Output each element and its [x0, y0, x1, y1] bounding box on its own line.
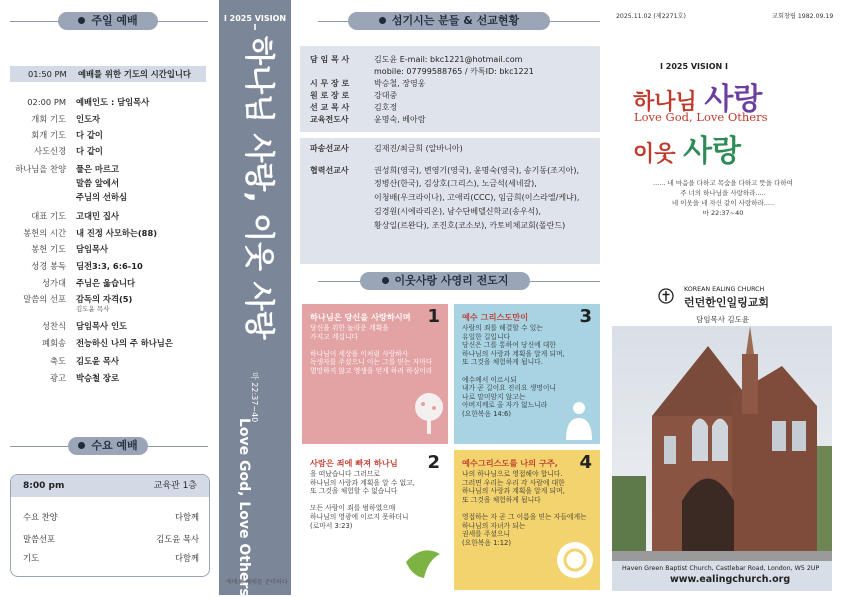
cover-line2	[633, 126, 741, 170]
tract-heading: 하나님은 당신을 사랑하시며	[310, 312, 411, 322]
tract-line: 하나님의 자녀가 되는	[462, 521, 526, 530]
tract-line: 사람의 죄를 해결할 수 있는	[462, 324, 543, 332]
founded-date: 교회창립 1982.09.19	[772, 13, 834, 20]
tract-line: 당신을 위한 놀라운 계획을	[310, 324, 389, 332]
mission-name: 김경원(시에라리온), 남수단베델신학교(송우석),	[374, 207, 541, 216]
service-value-text: 다 같이	[76, 146, 103, 156]
tract-line: 모든 사람이 죄를 범하였으매	[310, 504, 396, 513]
tract-number: 2	[427, 452, 440, 473]
service-value	[76, 244, 108, 254]
wed-title-text: 수요 예배	[91, 439, 138, 452]
service-value-text: 주님은 옳습니다	[76, 278, 135, 288]
missions-panel	[300, 138, 600, 264]
church-name-korean: 런던한인일링교회	[684, 296, 770, 309]
divider	[530, 281, 600, 282]
tract-heading: 예수그리스도를 나의 구주,	[462, 458, 558, 468]
staff-name: mobile: 07799588765 / 카톡ID: bkc1221	[374, 67, 534, 76]
cover-line1-b: 사랑	[704, 82, 763, 117]
tract-line: 또 그것을 체험할 수 없습니다	[310, 487, 398, 496]
cover-vision: I 2025 VISION I	[660, 62, 728, 71]
divider	[10, 21, 58, 22]
service-value	[76, 164, 119, 174]
tract-line: 또 그것을 체험하게 됩니다	[462, 495, 541, 504]
staff-name: 김도윤 E-mail: bkc1221@hotmail.com	[374, 55, 523, 64]
banner-footer: 예배로 예배를 준비하다	[226, 579, 288, 586]
staff-name: 박승철, 장영웅	[374, 79, 426, 88]
service-value	[76, 130, 103, 140]
tract-line: 당신은 그를 통하여 당신에 대한	[462, 341, 556, 350]
sunday-title-text: 주일 예배	[91, 14, 138, 27]
wednesday-service-box	[10, 474, 210, 577]
tract-line: 멸망하지 않고 영생을 얻게 하려 하심이라	[310, 367, 433, 375]
quote-line: 주 너의 하나님을 사랑하라.....	[680, 189, 766, 197]
service-label: 축도	[49, 356, 66, 366]
vertical-title-korean: 하나님 사랑, 이웃 사랑	[241, 36, 276, 340]
tract-line: 또 그것을 체험하게 됩니다.	[462, 358, 543, 367]
service-label: 하나님을 찬양	[15, 164, 66, 174]
service-value	[76, 114, 100, 124]
church-address: Haven Green Baptist Church, Castlebar Road, London, W5 2UP	[622, 565, 820, 572]
mission-name: 정병산(한국), 김상호(그리스), 노금석(세네갈),	[374, 179, 537, 188]
service-label: 회개 기도	[31, 130, 66, 140]
service-label: 폐회송	[41, 338, 66, 348]
tract-line: 나의 하나님으로 영접해야 합니다.	[462, 470, 563, 478]
service-value-text: 담임목사 인도	[76, 321, 127, 331]
divider	[318, 281, 360, 282]
prayer-text: 예배를 위한 기도의 시간입니다	[78, 69, 191, 79]
quote-line: ...... 네 마음을 다하고 목숨을 다하고 뜻을 다하여	[653, 179, 793, 187]
tract-line: 권세를 주셨으니	[462, 530, 511, 539]
evangelism-title	[360, 272, 530, 290]
tract-line: 나로 말미암지 않고는	[462, 392, 526, 401]
staff-role: 담 임 목 사	[310, 55, 350, 64]
service-value-text: 전능하신 나의 주 하나님은	[76, 338, 173, 348]
service-value-text: 주님의 선하심	[76, 192, 127, 202]
cover-pastor: 담임목사 김도윤	[696, 315, 750, 324]
staff-name: 강대중	[374, 91, 398, 100]
staff-role: 시 무 장 로	[310, 79, 350, 88]
service-value	[76, 294, 132, 314]
church-name-english: KOREAN EALING CHURCH	[684, 286, 765, 293]
bullet-icon	[379, 17, 386, 24]
tract-line: 하나님이 세상을 이처럼 사랑하사	[310, 349, 409, 358]
tract-line: 유일한 길입니다	[462, 332, 511, 341]
staff-role: 선 교 목 사	[310, 103, 350, 112]
wed-row-value: 다함께	[174, 553, 199, 563]
mission-name: 김재진/최금희 (알바니아)	[374, 144, 463, 153]
staff-role: 원 로 장 로	[310, 91, 350, 100]
tract-line: 하나님의 사랑과 계획을 알 수 없고,	[310, 478, 415, 487]
tract-line: 독생자를 주셨으니 이는 그를 믿는 자마다	[310, 358, 433, 367]
service-value	[76, 192, 127, 202]
wed-row-label: 말씀선포	[23, 534, 56, 544]
service-value	[76, 321, 127, 331]
staff-name: 김호정	[374, 103, 398, 112]
tract-number: 1	[427, 306, 440, 327]
service-label: 대표 기도	[31, 211, 66, 221]
wed-time: 8:00 pm	[23, 481, 65, 491]
staff-name: 윤명숙, 베아람	[374, 115, 426, 124]
tract-line: (요한복음 14:6)	[462, 410, 511, 418]
staff-role: 교육전도사	[310, 115, 349, 124]
service-value	[76, 228, 157, 238]
sunday-service-title	[58, 12, 158, 30]
mission-name: 이청배(우크라이나), 고애리(CCC), 임금희(이스라엘/케냐),	[374, 193, 580, 202]
divider	[550, 21, 600, 22]
wednesday-header	[11, 475, 209, 497]
prayer-bar	[10, 66, 206, 82]
tract-line: 영접하는 자 곧 그 이름을 믿는 자들에게는	[462, 513, 587, 521]
service-value	[76, 146, 103, 156]
service-value-text: 김도윤 목사	[76, 356, 119, 366]
tract-number: 3	[579, 306, 592, 327]
bullet-icon	[78, 17, 85, 24]
service-value-text: 인도자	[76, 114, 101, 124]
tract-line: (요한복음 1:12)	[462, 538, 511, 547]
bullet-icon	[382, 277, 389, 284]
church-building-photo	[612, 326, 832, 561]
divider	[10, 446, 68, 447]
divider	[318, 21, 348, 22]
service-value-text: 다 같이	[76, 130, 103, 140]
service-label: 성가대	[41, 278, 66, 288]
service-label: 봉헌 기도	[31, 244, 66, 254]
service-subtext: 김도윤 목사	[76, 305, 110, 313]
cover-line2-b: 사랑	[683, 134, 742, 169]
wed-row-label: 수요 찬양	[23, 512, 58, 522]
tract-line: 하나님의 영광에 이르지 못하더니	[310, 513, 409, 521]
service-value	[76, 278, 135, 288]
cover-line1-a: 하나님	[633, 90, 705, 115]
vision-label: I 2025 VISION I	[223, 14, 287, 32]
wed-row-value: 다함께	[174, 512, 199, 522]
wed-row-value: 김도윤 목사	[156, 534, 199, 544]
tract-heading: 예수 그리스도만이	[462, 312, 529, 322]
service-value	[76, 373, 119, 383]
tract-line: (로마서 3:23)	[310, 521, 353, 530]
service-label: 봉헌의 시간	[23, 228, 66, 238]
staff-panel	[300, 46, 600, 132]
sunday-service-column	[0, 0, 215, 595]
tract-number: 4	[579, 452, 592, 473]
mission-role: 파송선교사	[310, 144, 349, 153]
service-label: 02:00 PM	[27, 97, 66, 107]
quote-line: 마 22:37~40	[702, 209, 744, 217]
tract-line: 을 떠났습니다 그러므로	[310, 470, 380, 478]
mission-name: 황상일(르완다), 조진호(코소보), 카토비체교회(폴란드)	[374, 221, 566, 230]
mission-role: 협력선교사	[310, 166, 349, 175]
service-label: 개회 기도	[31, 114, 66, 124]
wed-place: 교육관 1층	[153, 481, 197, 491]
service-value-text: 말씀 앞에서	[76, 178, 119, 188]
person-icon	[562, 400, 596, 444]
tract-line: 하나님의 사랑과 계획을 알게 되며,	[462, 487, 565, 496]
cover-line2-a: 이웃	[633, 142, 684, 167]
service-value	[76, 178, 119, 188]
service-label: 성찬식	[41, 321, 66, 331]
staff-title	[348, 12, 550, 30]
service-value	[76, 356, 119, 366]
vertical-verse: 마 22:37~40	[250, 372, 259, 423]
praise-icon	[555, 540, 595, 584]
church-logo-icon	[658, 288, 674, 304]
tract-heading: 사람은 죄에 빠져 하나님	[310, 458, 398, 468]
tract-line: 그러면 우리는 우리 각 사람에 대한	[462, 478, 565, 487]
bullet-icon	[78, 442, 85, 449]
tree-icon	[412, 392, 446, 440]
service-value-text: 예배인도 : 담임목사	[76, 97, 150, 107]
mission-name: 권성희(영국), 변영기(영국), 윤명숙(영국), 송기동(조지아),	[374, 166, 580, 175]
staff-title-text: 섬기시는 분들 & 선교현황	[391, 14, 520, 27]
service-value	[76, 211, 119, 221]
service-label: 말씀의 선포	[23, 294, 66, 304]
tract-line: 내가 곧 길이요 진리요 생명이니	[462, 384, 556, 393]
service-value-text: 감독의 자격(5)	[76, 294, 133, 304]
vertical-title-english: Love God, Love Others	[236, 418, 252, 597]
tract-line: 가지고 계십니다	[310, 332, 359, 341]
divider	[148, 446, 208, 447]
divider	[158, 21, 208, 22]
evangelism-title-text: 이웃사랑 사영리 전도지	[394, 274, 509, 287]
service-value	[76, 338, 173, 348]
tract-line: 예수께서 이르시되	[462, 375, 517, 384]
service-value-text: 풀은 마르고	[76, 164, 119, 174]
wednesday-service-title	[68, 437, 148, 455]
service-value	[76, 261, 143, 271]
service-label: 광고	[49, 373, 66, 383]
service-value-text: 내 진정 사모하는(88)	[76, 228, 158, 238]
service-value-text: 고대민 집사	[76, 211, 119, 221]
service-value-text: 담임목사	[76, 244, 109, 254]
quote-line: 네 이웃을 네 자신 같이 사랑하라.....	[671, 199, 775, 207]
tract-line: 아버지께로 올 자가 없느니라	[462, 401, 548, 410]
church-website[interactable]: www.ealingchurch.org	[670, 574, 791, 585]
service-label: 성경 봉독	[31, 261, 66, 271]
wed-row-label: 기도	[23, 553, 40, 563]
service-value-text: 박승철 장로	[76, 373, 119, 383]
service-label: 사도신경	[33, 146, 66, 156]
service-value	[76, 97, 149, 107]
cover-english: Love God, Love Others	[634, 110, 768, 124]
tract-line: 하나님의 사랑과 계획을 알게 되며,	[462, 349, 565, 358]
prayer-time: 01:50 PM	[28, 69, 67, 79]
service-value-text: 딤전3:3, 6:6-10	[76, 261, 143, 271]
dove-icon	[402, 542, 444, 586]
issue-number: 2025.11.02 (제2271호)	[616, 13, 686, 20]
